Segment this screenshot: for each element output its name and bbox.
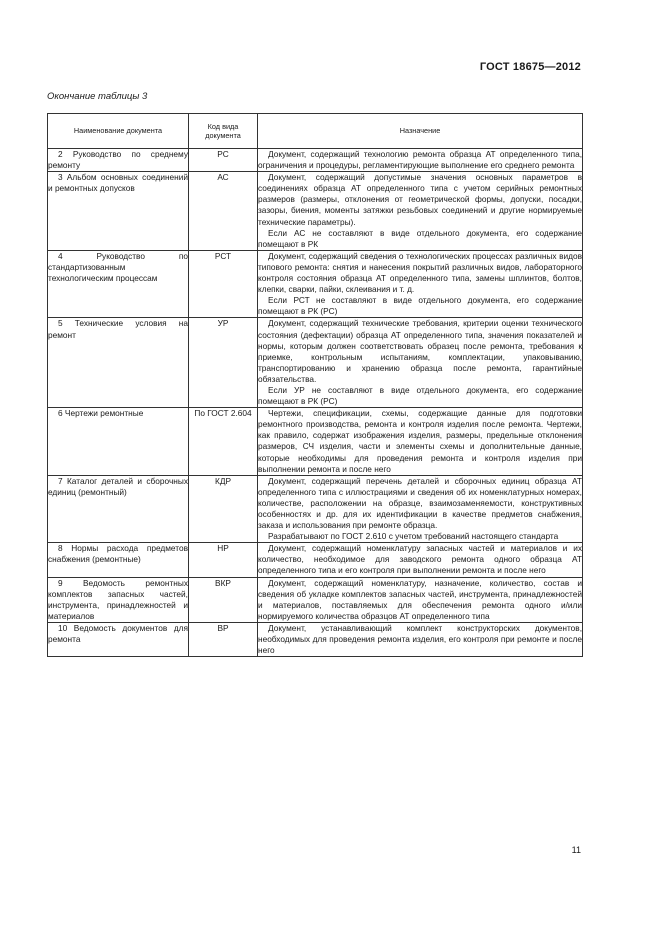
document-code-cell: АС — [189, 172, 258, 251]
purpose-paragraph: Документ, содержащий сведения о технологических процессах различных видов типового ремонта: снятия и нанесения покрытий различных видов, лабораторного контроля состояния образца АТ определенного типа, замены шплинтов, болтов, клепки, сварки, пайки, склеивания и т. д. — [258, 250, 582, 295]
document-purpose-cell — [258, 172, 583, 251]
document-code-cell: КДР — [189, 475, 258, 543]
document-code-cell: УР — [189, 318, 258, 408]
purpose-paragraph: Документ, содержащий номенклатуру запасных частей и материалов и их количество, необходимое для заводского ремонта одного образца АТ определенного типа и его контроля при выполнении ремонта и после него — [258, 543, 582, 576]
table-row — [48, 408, 583, 476]
document-purpose-cell — [258, 475, 583, 543]
purpose-paragraph: Документ, содержащий перечень деталей и сборочных единиц образца АТ определенного типа с иллюстрациями и сведения об их номенклатурных номерах, количестве, расположении на образце, взаимозаменяемости, конструктивных особенностях и др. для их идентификации в качестве предметов снабжения, заказа и использования при ремонте образца. — [258, 475, 582, 531]
table-row — [48, 622, 583, 656]
document-name-cell: 10 Ведомость документов для ремонта — [48, 622, 189, 656]
document-code-cell: ВКР — [189, 577, 258, 622]
purpose-paragraph: Разрабатывают по ГОСТ 2.610 с учетом требований настоящего стандарта — [268, 531, 559, 542]
page-number: 11 — [571, 845, 581, 855]
purpose-paragraph: Документ, содержащий технические требования, критерии оценки технического состояния (дефектации) образца АТ определенного типа, значения показателей и нормы, которым должен соответствовать образец после ремонта, требования к приемке, контрольным испытаниям, комплектации, упаковыванию, транспортированию и хранению образца после ремонта, гарантийные обязательства. — [258, 318, 582, 384]
document-purpose-cell — [258, 318, 583, 408]
document-name-cell: 5 Технические условия на ремонт — [48, 318, 189, 408]
document-purpose-cell — [258, 543, 583, 577]
document-purpose-cell — [258, 250, 583, 318]
document-name-cell: 8 Нормы расхода предметов снабжения (ремонтные) — [48, 543, 189, 577]
purpose-paragraph: Документ, содержащий допустимые значения основных параметров в соединениях образца АТ определенного типа с учетом серийных ремонтных размеров (размеры, отклонения от геометрической формы, допуски, посадки, зазоры, биения, моменты затяжки резьбовых соединений и другие нормируемые технические параметры). — [258, 172, 582, 227]
document-name-cell: 4 Руководство по стандартизованным технологическим процессам — [48, 250, 189, 318]
documents-table — [47, 113, 583, 657]
purpose-paragraph: Если РСТ не составляют в виде отдельного документа, его содержание помещают в РК (РС) — [258, 295, 582, 317]
purpose-paragraph: Документ, содержащий номенклатуру, назначение, количество, состав и сведения об укладке комплектов запасных частей, инструмента, принадлежностей и материалов, поставляемых для обеспечения ремонта одного и/или нормируемого количества образцов АТ определенного типа — [258, 577, 582, 621]
table-row — [48, 172, 583, 251]
table-row — [48, 543, 583, 577]
document-name-cell: 7 Каталог деталей и сборочных единиц (ремонтный) — [48, 475, 189, 543]
document-purpose-cell — [258, 149, 583, 172]
table-body — [48, 149, 583, 657]
document-code-cell: НР — [189, 543, 258, 577]
purpose-paragraph: Документ, содержащий технологию ремонта образца АТ определенного типа, ограничения и процедуры, регламентирующие выполнение его среднего ремонта — [258, 149, 582, 171]
purpose-paragraph: Чертежи, спецификации, схемы, содержащие данные для подготовки ремонтного производства, ремонта и контроля изделия после ремонта. Чертежи, как правило, содержат изображения изделия, размеры, предельные отклонения размеров, СЧ изделия, части и элементы схемы и дополнительные данные, которые необходимы для проведения ремонта и контроля изделия при выполнении ремонта и после него — [258, 408, 582, 474]
column-header-name: Наименование документа — [48, 114, 189, 149]
column-header-code: Код вида документа — [189, 114, 258, 149]
table-row — [48, 149, 583, 172]
document-code-cell: По ГОСТ 2.604 — [189, 408, 258, 476]
purpose-paragraph: Если УР не составляют в виде отдельного документа, его содержание помещают в РК (РС) — [258, 384, 582, 407]
table-caption: Окончание таблицы 3 — [47, 91, 148, 102]
document-purpose-cell — [258, 577, 583, 622]
table-row — [48, 318, 583, 408]
document-name-cell: 6 Чертежи ремонтные — [48, 408, 189, 476]
purpose-paragraph: Если АС не составляют в виде отдельного документа, его содержание помещают в РК — [258, 227, 582, 249]
table-row — [48, 577, 583, 622]
document-name-cell: 9 Ведомость ремонтных комплектов запасных частей, инструмента, принадлежностей и материалов — [48, 577, 188, 621]
document-purpose-cell — [258, 408, 583, 476]
document-code-cell: ВР — [189, 622, 258, 656]
document-purpose-cell — [258, 622, 583, 656]
column-header-purpose: Назначение — [258, 114, 583, 149]
document-code-cell: РС — [189, 149, 258, 172]
document-code-cell: РСТ — [189, 250, 258, 318]
table-header-row — [48, 114, 583, 149]
document-name-cell: 2 Руководство по среднему ремонту — [48, 149, 188, 171]
purpose-paragraph: Документ, устанавливающий комплект конструкторских документов, необходимых для проведения ремонта изделия, его контроля при ремонте и после него — [258, 622, 582, 656]
document-code: ГОСТ 18675—2012 — [479, 61, 581, 73]
table-row — [48, 250, 583, 318]
table-row — [48, 475, 583, 543]
document-name-cell: 3 Альбом основных соединений и ремонтных допусков — [48, 172, 189, 251]
